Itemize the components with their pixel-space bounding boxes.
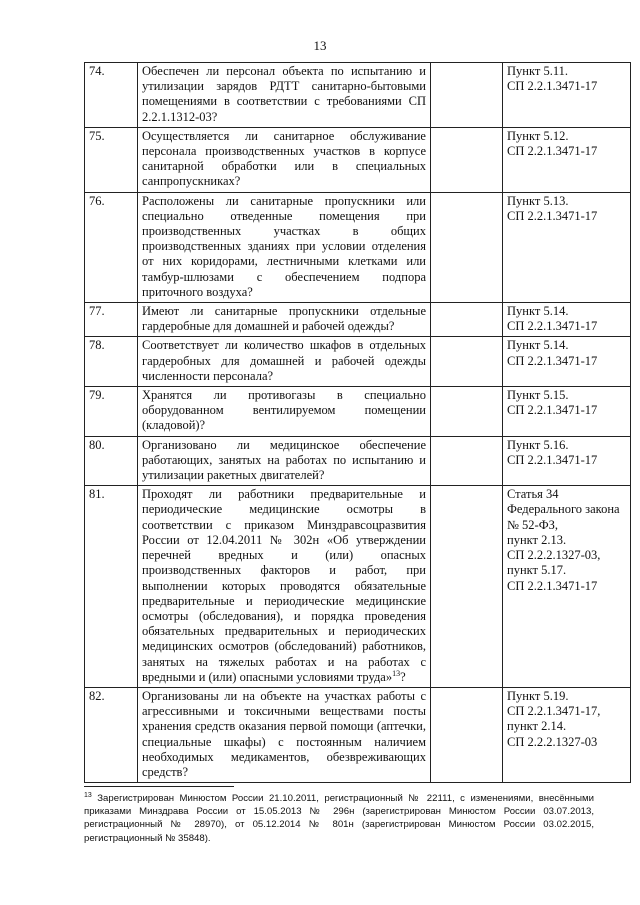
table-row [85, 687, 631, 782]
footnote-reference: 13 [392, 668, 401, 678]
table-row [85, 486, 631, 688]
question-cell [138, 436, 431, 486]
question-text: Организованы ли на объекте на участках работы с агрессивными и токсичными веществами посты хранения средств оказания первой помощи (аптечки, специальные шкафы) с постоянным наличием необходимых медикаментов, обезвреживающих средств? [142, 688, 426, 779]
reference-line: СП 2.2.1.3471-17 [507, 452, 598, 467]
answer-cell [431, 486, 503, 688]
reference-line: Пункт 5.16. [507, 437, 569, 452]
reference-line: № 52-ФЗ, [507, 517, 558, 532]
question-cell [138, 337, 431, 387]
question-text: Организовано ли медицинское обеспечение работающих, занятых на работах по испытанию и утилизации ракетных двигателей? [142, 437, 426, 483]
question-cell [138, 63, 431, 128]
question-text: Осуществляется ли санитарное обслуживание персонала производственных участков в корпусе санитарной обработки или в специальных санпропускниках? [142, 128, 426, 189]
reference-cell [503, 337, 631, 387]
row-number: 81. [85, 486, 138, 688]
footnote [84, 792, 594, 845]
reference-cell [503, 63, 631, 128]
reference-line: Пункт 5.14. [507, 304, 569, 319]
row-number: 79. [85, 387, 138, 437]
row-number: 78. [85, 337, 138, 387]
table-row [85, 303, 631, 337]
reference-line: пункт 2.13. [507, 532, 567, 547]
reference-cell [503, 192, 631, 302]
reference-line: Пункт 5.13. [507, 193, 569, 208]
reference-line: пункт 5.17. [507, 563, 567, 578]
reference-line: СП 2.2.2.1327-03 [507, 734, 598, 749]
row-number: 75. [85, 127, 138, 192]
table-row [85, 387, 631, 437]
reference-line: СП 2.2.1.3471-17 [507, 403, 598, 418]
footnote-mark: 13 [84, 791, 92, 799]
question-cell [138, 387, 431, 437]
footnote-text: Зарегистрирован Минюстом России 21.10.2011, регистрационный № 22111, с изменениями, внесёнными приказами Минздрава России от 15.05.2013 № 296н (зарегистрирован Минюстом России 03.07.2013, регистрационный № 28970), от 05.12.2014 № 801н (зарегистрирован Минюстом России 03.02.2015, регистрационный № 35848). [84, 793, 595, 844]
row-number: 77. [85, 303, 138, 337]
reference-line: Пункт 5.11. [507, 64, 568, 78]
reference-line: Пункт 5.15. [507, 388, 569, 403]
reference-line: пункт 2.14. [507, 719, 567, 734]
question-text: Соответствует ли количество шкафов в отдельных гардеробных для домашней и рабочей одежды численности персонала? [142, 338, 426, 383]
table-row [85, 192, 631, 302]
question-text: Проходят ли работники предварительные и периодические медицинские осмотры в соответствии с приказом Минздравсоцразвития России от 12.04.2011 № 302н «Об утверждении перечней вредных и (или) опасных производственных факторов и работ, при выполнении которых проводятся обязательные предварительные и периодические медицинские осмотры (обследования), и порядка проведения обязательных предварительных и периодических медицинских осмотров (обследований) работников, занятых на тяжелых работах и на работах с вредными и (или) опасными условиями труда» [142, 487, 426, 684]
reference-line: Пункт 5.14. [507, 338, 569, 353]
answer-cell [431, 436, 503, 486]
question-text: Обеспечен ли персонал объекта по испытанию и утилизации зарядов РДТТ санитарно-бытовыми помещениями в соответствии с требованиями СП 2.2.1.1312-03? [142, 64, 426, 124]
reference-cell [503, 687, 631, 782]
question-cell [138, 486, 431, 688]
page-number: 13 [313, 38, 327, 53]
reference-line: СП 2.2.1.3471-17 [507, 353, 598, 368]
reference-line: СП 2.2.1.3471-17 [507, 319, 598, 334]
question-cell [138, 303, 431, 337]
reference-cell [503, 303, 631, 337]
reference-cell [503, 436, 631, 486]
reference-cell [503, 387, 631, 437]
checklist-rows [85, 63, 631, 783]
table-row [85, 63, 631, 128]
answer-cell [431, 337, 503, 387]
reference-line: СП 2.2.1.3471-17 [507, 208, 598, 223]
answer-cell [431, 192, 503, 302]
answer-cell [431, 303, 503, 337]
question-text: Хранятся ли противогазы в специально оборудованном вентилируемом помещении (кладовой)? [142, 388, 426, 433]
row-number: 76. [85, 192, 138, 302]
reference-line: СП 2.2.2.1327-03, [507, 548, 601, 563]
question-text: Имеют ли санитарные пропускники отдельные гардеробные для домашней и рабочей одежды? [142, 304, 426, 334]
reference-line: СП 2.2.1.3471-17 [507, 578, 598, 593]
footnote-divider [84, 786, 234, 787]
table-row [85, 436, 631, 486]
reference-line: Пункт 5.12. [507, 128, 569, 143]
answer-cell [431, 387, 503, 437]
row-number: 82. [85, 687, 138, 782]
reference-line: Пункт 5.19. [507, 688, 569, 703]
reference-line: Федерального закона [507, 502, 620, 517]
answer-cell [431, 687, 503, 782]
reference-line: СП 2.2.1.3471-17 [507, 79, 598, 94]
question-cell [138, 192, 431, 302]
reference-line: СП 2.2.1.3471-17, [507, 704, 601, 719]
question-cell [138, 127, 431, 192]
table-row [85, 337, 631, 387]
answer-cell [431, 127, 503, 192]
answer-cell [431, 63, 503, 128]
row-number: 74. [85, 63, 138, 128]
reference-line: СП 2.2.1.3471-17 [507, 144, 598, 159]
table-row [85, 127, 631, 192]
row-number: 80. [85, 436, 138, 486]
question-end: ? [400, 669, 406, 684]
question-text: Расположены ли санитарные пропускники или специально отведенные помещения при производственных участках в общих производственных зданиях при условии отделения от них коридорами, лестничными клетками или тамбур-шлюзами с обеспечением подпора приточного воздуха? [142, 193, 426, 299]
checklist-table [84, 62, 631, 783]
question-cell [138, 687, 431, 782]
reference-line: Статья 34 [507, 487, 559, 502]
reference-cell [503, 486, 631, 688]
reference-cell [503, 127, 631, 192]
